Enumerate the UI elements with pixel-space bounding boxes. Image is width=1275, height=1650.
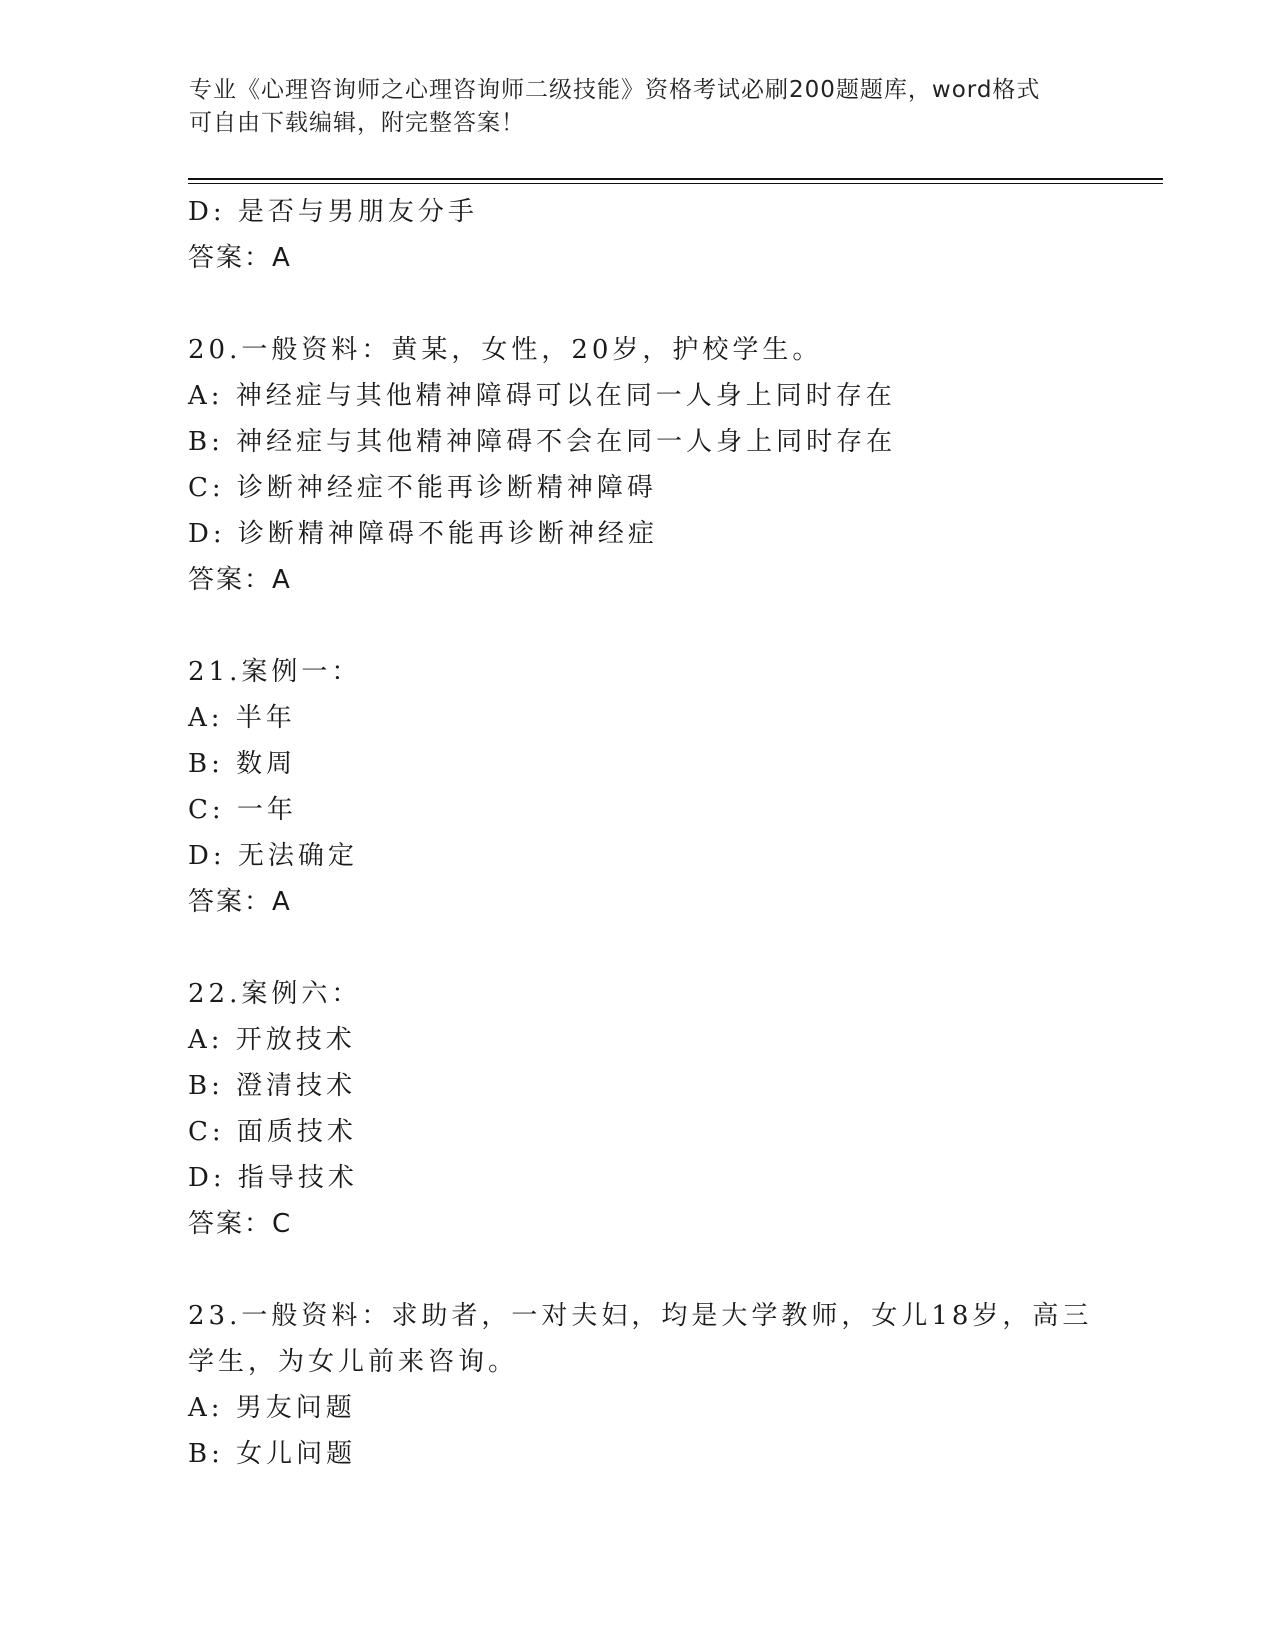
option-b: B: 女儿问题 (188, 1439, 357, 1469)
option-c: C: 面质技术 (188, 1117, 357, 1147)
option-d: D: 诊断精神障碍不能再诊断神经症 (188, 519, 658, 549)
question-20 (188, 327, 1088, 603)
question-stem: 22.案例六： (188, 979, 362, 1009)
header-divider-thick (188, 178, 1163, 180)
question-stem: 21.案例一： (188, 657, 362, 687)
option-a: A: 男友问题 (188, 1393, 356, 1423)
spacer (188, 1247, 1088, 1293)
option-a: A: 开放技术 (188, 1025, 356, 1055)
header-line-1: 专业《心理咨询师之心理咨询师二级技能》资格考试必刷200题题库，word格式 (189, 77, 1041, 103)
answer: 答案：A (188, 565, 292, 595)
option-c: C: 一年 (188, 795, 297, 825)
header-line-2: 可自由下载编辑，附完整答案！ (189, 110, 525, 136)
prev-answer: 答案：A (188, 243, 292, 273)
question-21 (188, 649, 1088, 925)
spacer (188, 925, 1088, 971)
prev-option-d: D: 是否与男朋友分手 (188, 197, 478, 227)
question-stem-line-2: 学生，为女儿前来咨询。 (188, 1347, 519, 1377)
spacer (188, 281, 1088, 327)
question-23 (188, 1293, 1093, 1477)
document-header (189, 74, 1069, 140)
option-b: B: 数周 (188, 749, 297, 779)
header-divider-thin (188, 183, 1163, 184)
option-d: D: 无法确定 (188, 841, 358, 871)
question-stem: 20.一般资料：黄某，女性，20岁，护校学生。 (188, 335, 823, 365)
spacer (188, 603, 1088, 649)
option-a: A: 半年 (188, 703, 296, 733)
question-list (188, 189, 1093, 1477)
question-22 (188, 971, 1088, 1247)
option-d: D: 指导技术 (188, 1163, 358, 1193)
answer: 答案：A (188, 887, 292, 917)
option-a: A: 神经症与其他精神障碍可以在同一人身上同时存在 (188, 381, 896, 411)
answer: 答案：C (188, 1209, 293, 1239)
option-b: B: 神经症与其他精神障碍不会在同一人身上同时存在 (188, 427, 897, 457)
option-c: C: 诊断神经症不能再诊断精神障碍 (188, 473, 657, 503)
option-b: B: 澄清技术 (188, 1071, 357, 1101)
question-stem-line-1: 23.一般资料：求助者，一对夫妇，均是大学教师，女儿18岁，高三 (188, 1301, 1093, 1331)
